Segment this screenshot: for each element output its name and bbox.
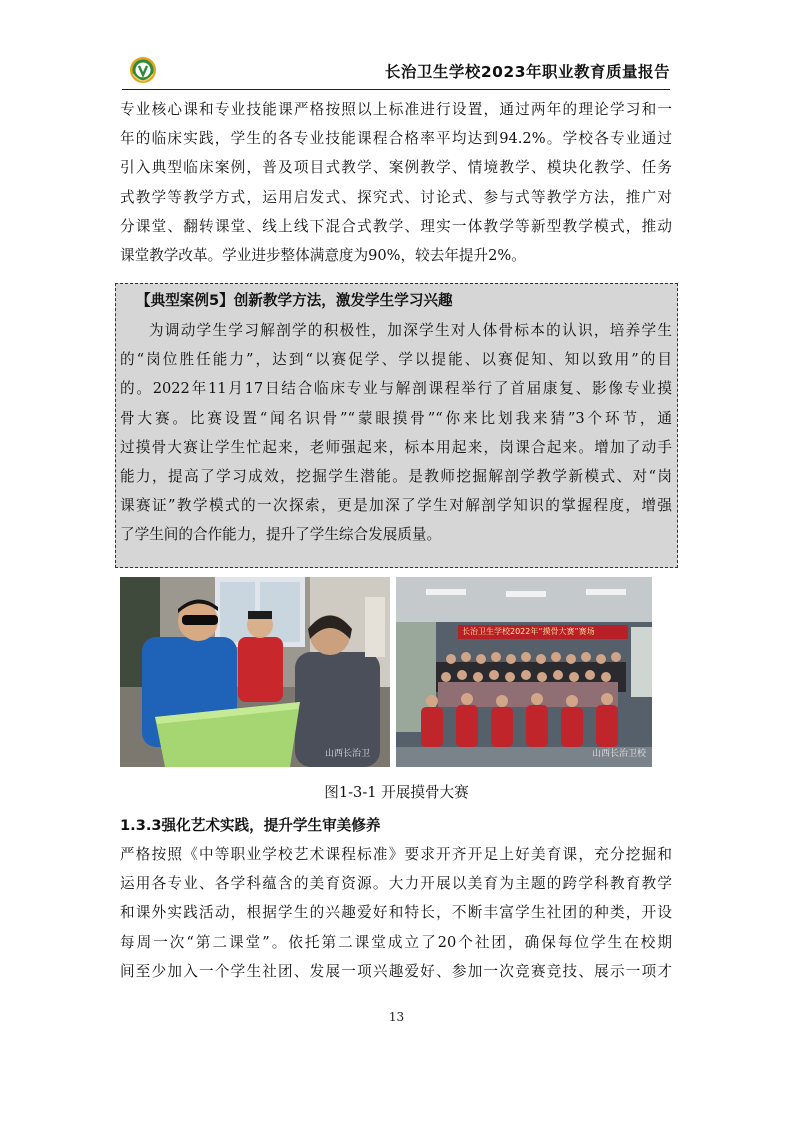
text-line: 年的临床实践，学生的各专业技能课程合格率平均达到94.2%。学校各专业通过	[120, 130, 672, 148]
text-line: 过摸骨大赛让学生忙起来，老师强起来，标本用起来，岗课合起来。增加了动手	[120, 438, 672, 456]
case-title: 【典型案例5】创新教学方法，激发学生学习兴趣	[136, 292, 453, 309]
page-number: 13	[388, 1010, 405, 1024]
text-line: 和课外实践活动，根据学生的兴趣爱好和特长，不断丰富学生社团的种类，开设	[120, 904, 672, 922]
header-divider	[122, 89, 670, 90]
text-line: 专业核心课和专业技能课严格按照以上标准进行设置，通过两年的理论学习和一	[120, 101, 672, 118]
text-line: 骨大赛。比赛设置“闻名识骨”“蒙眼摸骨”“你来比划我来猜”3个环节，通	[120, 409, 672, 427]
text-line: 运用各专业、各学科蕴含的美育资源。大力开展以美育为主题的跨学科教育教学	[120, 875, 672, 893]
section-paragraph	[120, 840, 672, 986]
case-body	[120, 316, 672, 550]
school-emblem-icon	[129, 56, 157, 84]
text-line: 课堂教学改革。学业进步整体满意度为90%，较去年提升2%。	[120, 247, 526, 265]
watermark-text: 山西长治卫校	[591, 749, 646, 759]
group-photo	[396, 577, 652, 767]
text-line: 分课堂、翻转课堂、线上线下混合式教学、理实一体教学等新型教学模式，推动	[120, 217, 672, 235]
text-line: 的“岗位胜任能力”，达到“以赛促学、学以提能、以赛促知、知以致用”的目	[120, 351, 672, 369]
intro-paragraph	[120, 95, 672, 270]
contest-banner-text: 长治卫生学校2022年“摸骨大赛”赛场	[462, 627, 595, 636]
text-line: 为调动学生学习解剖学的积极性，加深学生对人体骨标本的认识，培养学生	[149, 322, 672, 339]
page-header	[122, 52, 670, 92]
blindfold-contest-photo	[120, 577, 390, 767]
text-line: 间至少加入一个学生社团、发展一项兴趣爱好、参加一次竞赛竞技、展示一项才	[120, 962, 672, 980]
text-line: 引入典型临床案例，普及项目式教学、案例教学、情境教学、模块化教学、任务	[120, 159, 672, 177]
text-line: 严格按照《中等职业学校艺术课程标准》要求开齐开足上好美育课，充分挖掘和	[120, 846, 672, 863]
section-heading: 1.3.3强化艺术实践，提升学生审美修养	[120, 817, 381, 834]
text-line: 能力，提高了学习成效，挖掘学生潜能。是教师挖掘解剖学教学新模式、对“岗	[120, 468, 672, 486]
watermark-text: 山西长治卫	[325, 749, 371, 759]
figure-caption: 图1-3-1 开展摸骨大赛	[324, 784, 469, 801]
text-line: 式教学等教学方式，运用启发式、探究式、讨论式、参与式等教学方法，推广对	[120, 188, 672, 206]
text-line: 每周一次“第二课堂”。依托第二课堂成立了20个社团，确保每位学生在校期	[120, 933, 672, 951]
text-line: 课赛证”教学模式的一次探索，更是加深了学生对解剖学知识的掌握程度，增强	[120, 497, 672, 515]
text-line: 了学生间的合作能力，提升了学生综合发展质量。	[120, 526, 442, 544]
text-line: 的。2022年11月17日结合临床专业与解剖课程举行了首届康复、影像专业摸	[120, 380, 672, 398]
report-title: 长治卫生学校2023年职业教育质量报告	[384, 63, 670, 81]
typical-case-box	[115, 283, 678, 568]
